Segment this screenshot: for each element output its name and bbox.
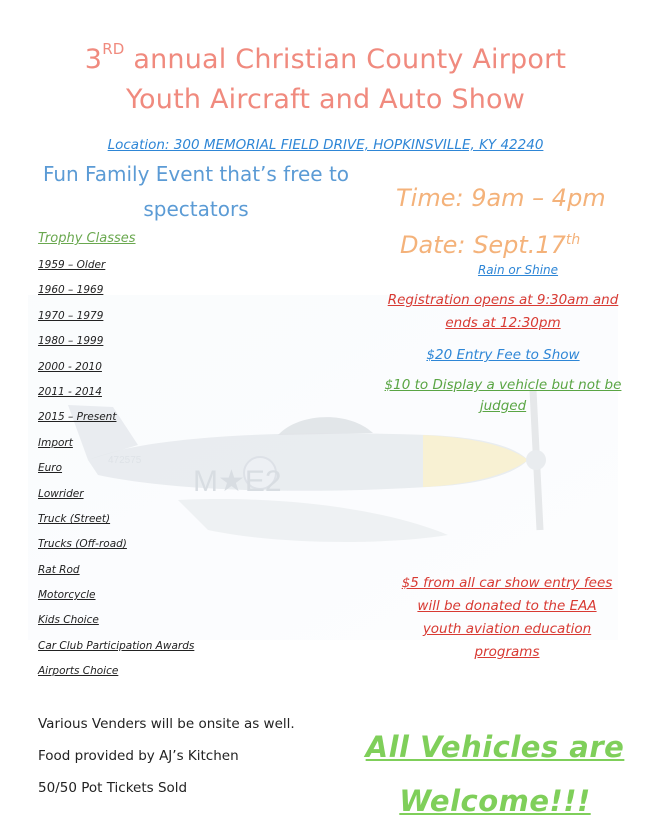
title-line-1 [0,40,651,75]
welcome-line-1: All Vehicles are [365,730,625,764]
display-fee-line-2: judged [479,398,527,414]
list-item: Truck (Street) [38,512,111,525]
list-item: Lowrider [38,487,84,500]
entry-fee: $20 Entry Fee to Show [426,347,580,363]
display-fee-line-1: $10 to Display a vehicle but not be [384,377,622,393]
list-item: 1970 – 1979 [38,309,104,322]
title-ordinal: 3 [84,44,103,75]
trophy-classes-heading: Trophy Classes [38,231,136,246]
list-item: Airports Choice [38,665,119,678]
fuselage-marking: M★E2 [193,465,282,498]
list-item: 1959 – Older [38,259,106,271]
title-line-1-text: annual Christian County Airport [133,44,567,75]
list-item: Motorcycle [38,589,96,602]
location-link[interactable]: Location: 300 MEMORIAL FIELD DRIVE, HOPKINSVILLE, KY 42240 [107,137,544,153]
donation-line-3: youth aviation education [422,621,592,637]
list-item: Kids Choice [38,614,99,627]
event-date-suffix: th [565,232,581,248]
list-item: 2015 – Present [38,411,117,424]
donation-line-4: programs [474,644,540,660]
donation-line-2: will be donated to the EAA [417,598,597,614]
tail-number: 472575 [108,455,142,466]
food-note: Food provided by AJ’s Kitchen [38,748,239,764]
list-item: Import [38,436,73,449]
tagline-line-2: spectators [143,197,249,221]
venders-note: Various Venders will be onsite as well. [38,716,295,732]
event-date-text: Date: Sept.17 [400,231,566,259]
tickets-note: 50/50 Pot Tickets Sold [38,780,188,796]
event-time: Time: 9am – 4pm [396,184,606,212]
list-item: 2011 - 2014 [38,385,102,398]
welcome-line-2: Welcome!!! [399,784,591,818]
registration-line-2: ends at 12:30pm [445,315,561,331]
list-item: Trucks (Off-road) [38,538,127,551]
trophy-classes-list [38,259,194,691]
title-line-2: Youth Aircraft and Auto Show [125,84,526,115]
list-item: 1980 – 1999 [38,335,104,348]
event-date [400,231,580,259]
registration-line-1: Registration opens at 9:30am and [387,292,619,308]
donation-line-1: $5 from all car show entry fees [401,575,613,591]
list-item: Rat Rod [38,563,80,576]
rain-or-shine: Rain or Shine [477,263,559,277]
list-item: 1960 – 1969 [38,284,104,297]
tagline-line-1: Fun Family Event that’s free to [42,162,350,186]
list-item: Car Club Participation Awards [38,639,195,652]
list-item: Euro [38,462,63,475]
list-item: 2000 - 2010 [38,360,102,373]
title-ordinal-suffix: RD [102,40,125,58]
